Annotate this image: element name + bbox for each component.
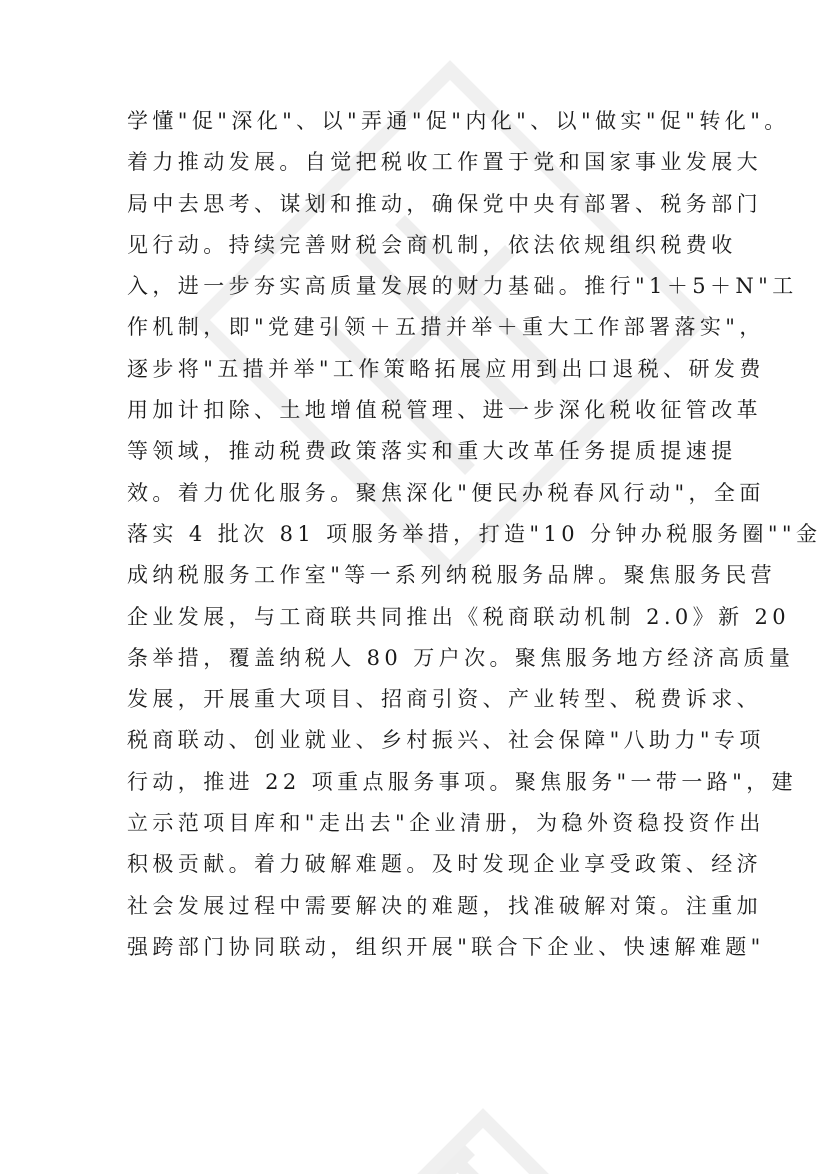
text-line: 用加计扣除、土地增值税管理、进一步深化税收征管改革 xyxy=(127,398,762,423)
text-line: 效。着力优化服务。聚焦深化"便民办税春风行动"，全面 xyxy=(127,480,765,505)
text-line: 见行动。持续完善财税会商机制，依法依规组织税费收 xyxy=(127,232,737,257)
text-line: 作机制，即"党建引领＋五措并举＋重大工作部署落实"， xyxy=(127,315,765,340)
text-line: 落实 4 批次 81 项服务举措，打造"10 分钟办税服务圈""金 xyxy=(127,521,822,546)
text-line: 社会发展过程中需要解决的难题，找准破解对策。注重加 xyxy=(127,893,762,918)
text-line: 条举措，覆盖纳税人 80 万户次。聚焦服务地方经济高质量 xyxy=(127,645,795,670)
text-line: 税商联动、创业就业、乡村振兴、社会保障"八助力"专项 xyxy=(127,728,765,753)
text-line: 行动，推进 22 项重点服务事项。聚焦服务"一带一路"，建 xyxy=(127,769,797,794)
body-paragraph xyxy=(127,101,822,968)
text-line: 积极贡献。着力破解难题。及时发现企业享受政策、经济 xyxy=(127,852,762,877)
text-line: 立示范项目库和"走出去"企业清册，为稳外资稳投资作出 xyxy=(127,811,765,836)
text-line: 着力推动发展。自觉把税收工作置于党和国家事业发展大 xyxy=(127,150,762,175)
text-line: 局中去思考、谋划和推动，确保党中央有部署、税务部门 xyxy=(127,191,762,216)
text-line: 发展，开展重大项目、招商引资、产业转型、税费诉求、 xyxy=(127,687,762,712)
text-line: 等领域，推动税费政策落实和重大改革任务提质提速提 xyxy=(127,439,737,464)
text-line: 强跨部门协同联动，组织开展"联合下企业、快速解难题" xyxy=(127,934,765,959)
text-line: 入，进一步夯实高质量发展的财力基础。推行"1＋5＋N"工 xyxy=(127,274,798,299)
text-line: 逐步将"五措并举"工作策略拓展应用到出口退税、研发费 xyxy=(127,356,765,381)
text-line: 企业发展，与工商联共同推出《税商联动机制 2.0》新 20 xyxy=(127,604,791,629)
text-line: 成纳税服务工作室"等一系列纳税服务品牌。聚焦服务民营 xyxy=(127,563,777,588)
text-line: 学懂"促"深化"、以"弄通"促"内化"、以"做实"促"转化"。 xyxy=(127,109,790,133)
